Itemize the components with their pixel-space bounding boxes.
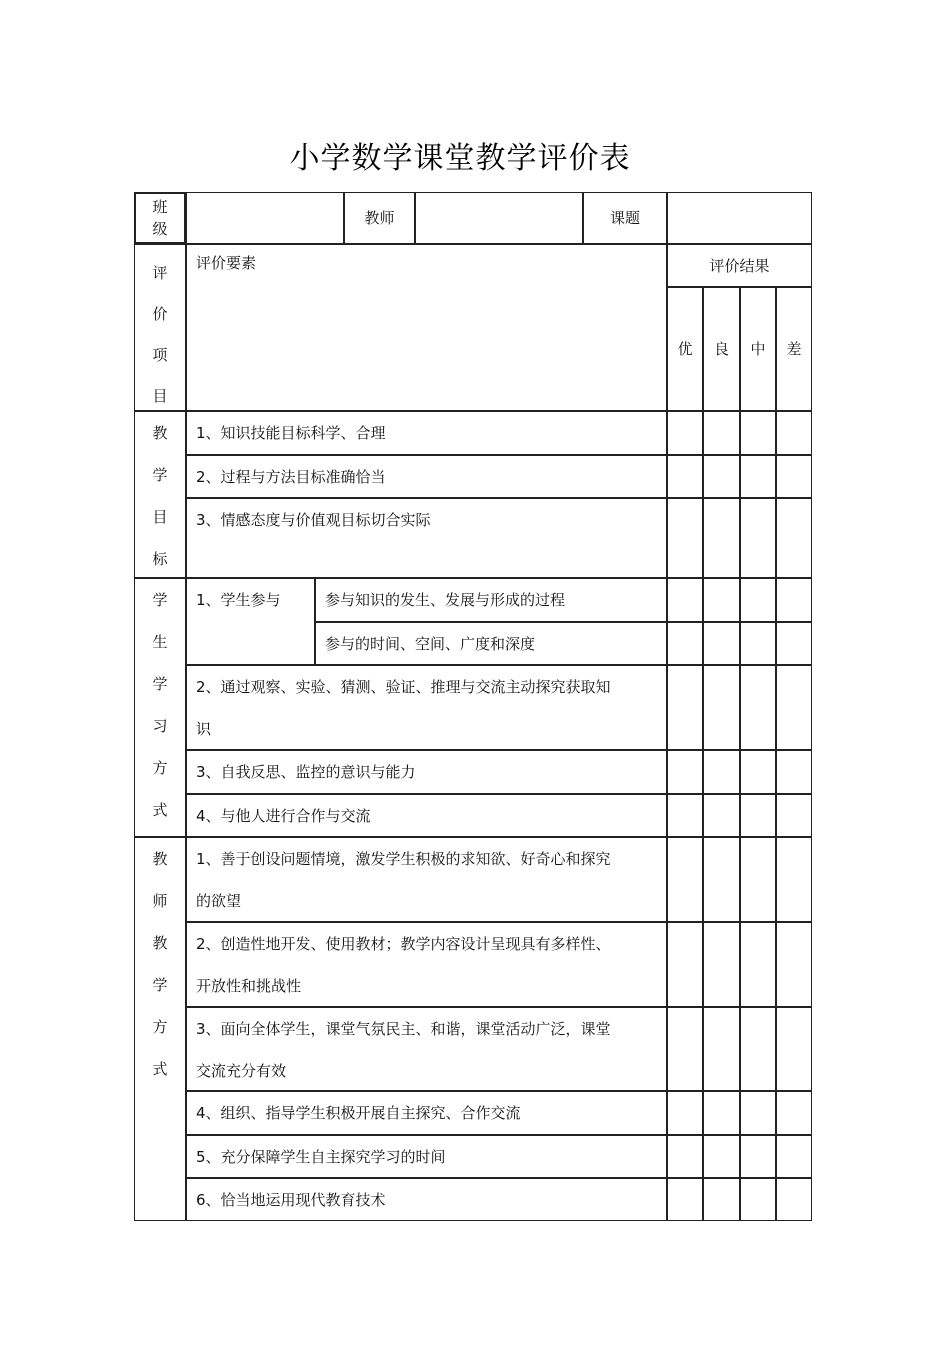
class-label-char: 级 xyxy=(152,220,168,238)
grade-header-cell xyxy=(703,287,740,411)
grade-checkbox[interactable] xyxy=(667,750,703,794)
participation-item-text: 参与的时间、空间、广度和深度 xyxy=(325,635,536,653)
grade-checkbox[interactable] xyxy=(740,578,776,622)
section-label-teaching-goals xyxy=(134,411,186,578)
eval-item-label-char: 项 xyxy=(152,346,168,364)
grade-checkbox[interactable] xyxy=(667,622,703,665)
eval-factor-label: 评价要素 xyxy=(196,254,257,272)
grade-checkbox[interactable] xyxy=(776,922,812,1007)
teaching-goals-label-char: 目 xyxy=(152,508,168,526)
teacher-item-line: 3、面向全体学生，课堂气氛民主、和谐，课堂活动广泛，课堂 xyxy=(196,1020,611,1038)
teacher-label: 教师 xyxy=(364,209,395,227)
student-learning-label-char: 方 xyxy=(152,759,168,777)
grade-header-cell xyxy=(776,287,812,411)
eval-item-label-cell xyxy=(134,244,186,411)
teacher-item-line: 交流充分有效 xyxy=(196,1062,287,1080)
teacher-method-label-char: 学 xyxy=(152,976,168,994)
goal-item-text: 1、知识技能目标科学、合理 xyxy=(196,424,386,442)
grade-checkbox[interactable] xyxy=(703,578,740,622)
learning-item-line: 4、与他人进行合作与交流 xyxy=(196,807,371,825)
grade-checkbox[interactable] xyxy=(740,794,776,837)
grade-checkbox[interactable] xyxy=(703,837,740,922)
student-learning-label-char: 习 xyxy=(152,717,168,735)
student-learning-label-char: 生 xyxy=(152,633,168,651)
grade-checkbox[interactable] xyxy=(703,1135,740,1178)
grade-checkbox[interactable] xyxy=(740,922,776,1007)
grade-checkbox[interactable] xyxy=(667,1178,703,1221)
grade-checkbox[interactable] xyxy=(703,411,740,455)
grade-checkbox[interactable] xyxy=(703,1178,740,1221)
grade-checkbox[interactable] xyxy=(776,1178,812,1221)
grade-checkbox[interactable] xyxy=(703,498,740,578)
grade-checkbox[interactable] xyxy=(776,411,812,455)
teacher-item-line: 1、善于创设问题情境，激发学生积极的求知欲、好奇心和探究 xyxy=(196,850,611,868)
student-learning-label-char: 学 xyxy=(152,591,168,609)
grade-checkbox[interactable] xyxy=(667,1091,703,1135)
grade-checkbox[interactable] xyxy=(667,498,703,578)
teacher-value-field[interactable] xyxy=(415,192,583,244)
grade-checkbox[interactable] xyxy=(667,411,703,455)
teacher-item xyxy=(186,1007,667,1091)
topic-label: 课题 xyxy=(609,209,640,227)
grade-checkbox[interactable] xyxy=(703,794,740,837)
grade-checkbox[interactable] xyxy=(667,665,703,750)
grade-checkbox[interactable] xyxy=(703,455,740,498)
eval-item-label-char: 评 xyxy=(152,264,168,282)
grade-checkbox[interactable] xyxy=(776,1135,812,1178)
eval-item-label-char: 价 xyxy=(152,305,168,323)
teacher-method-label-char: 师 xyxy=(152,892,168,910)
grade-checkbox[interactable] xyxy=(740,498,776,578)
teacher-method-label-char: 教 xyxy=(152,934,168,952)
grade-checkbox[interactable] xyxy=(776,498,812,578)
eval-factor-label-cell xyxy=(186,244,667,411)
grade-checkbox[interactable] xyxy=(776,1091,812,1135)
page-title: 小学数学课堂教学评价表 xyxy=(289,141,631,176)
teacher-item-line: 2、创造性地开发、使用教材；教学内容设计呈现具有多样性、 xyxy=(196,935,611,953)
teacher-method-label-char: 教 xyxy=(152,850,168,868)
class-label-char: 班 xyxy=(152,198,168,216)
teacher-item xyxy=(186,837,667,922)
grade-checkbox[interactable] xyxy=(667,837,703,922)
topic-value-field[interactable] xyxy=(667,192,812,244)
grade-checkbox[interactable] xyxy=(740,665,776,750)
section-label-teacher-method xyxy=(134,837,186,1221)
teaching-goals-label-char: 标 xyxy=(152,550,168,568)
grade-checkbox[interactable] xyxy=(740,455,776,498)
grade-checkbox[interactable] xyxy=(740,1178,776,1221)
teacher-method-label-char: 式 xyxy=(152,1060,168,1078)
grade-checkbox[interactable] xyxy=(667,1007,703,1091)
eval-result-label: 评价结果 xyxy=(709,256,770,275)
teacher-method-label-char: 方 xyxy=(152,1018,168,1036)
grade-checkbox[interactable] xyxy=(740,1091,776,1135)
eval-result-label-cell xyxy=(667,244,812,287)
teacher-item-line: 6、恰当地运用现代教育技术 xyxy=(196,1191,386,1209)
goal-item xyxy=(186,455,667,498)
grade-checkbox[interactable] xyxy=(703,622,740,665)
student-learning-label-char: 式 xyxy=(152,801,168,819)
goal-item xyxy=(186,498,667,578)
learning-item xyxy=(186,794,667,837)
eval-item-label-char: 目 xyxy=(152,387,168,405)
grade-checkbox[interactable] xyxy=(776,665,812,750)
grade-header: 良 xyxy=(713,340,729,358)
grade-checkbox[interactable] xyxy=(740,1007,776,1091)
learning-item xyxy=(186,750,667,794)
participation-label-cell xyxy=(186,578,315,665)
grade-checkbox[interactable] xyxy=(740,837,776,922)
teacher-item xyxy=(186,1135,667,1178)
grade-checkbox[interactable] xyxy=(776,837,812,922)
topic-label-cell xyxy=(583,192,667,244)
grade-checkbox[interactable] xyxy=(776,1007,812,1091)
grade-header-cell xyxy=(740,287,776,411)
grade-checkbox[interactable] xyxy=(740,411,776,455)
learning-item-line: 3、自我反思、监控的意识与能力 xyxy=(196,763,416,781)
goal-item-text: 3、情感态度与价值观目标切合实际 xyxy=(196,511,431,529)
grade-checkbox[interactable] xyxy=(703,1091,740,1135)
teacher-item xyxy=(186,1178,667,1221)
grade-checkbox[interactable] xyxy=(703,922,740,1007)
learning-item-line: 识 xyxy=(196,720,212,738)
section-label-student-learning xyxy=(134,578,186,837)
grade-checkbox[interactable] xyxy=(667,922,703,1007)
class-label-cell xyxy=(134,192,186,244)
class-value-field[interactable] xyxy=(186,192,344,244)
grade-checkbox[interactable] xyxy=(776,622,812,665)
goal-item-text: 2、过程与方法目标准确恰当 xyxy=(196,468,386,486)
teacher-item-line: 的欲望 xyxy=(196,892,242,910)
goal-item xyxy=(186,411,667,455)
grade-checkbox[interactable] xyxy=(776,794,812,837)
participation-label: 1、学生参与 xyxy=(196,591,281,609)
grade-checkbox[interactable] xyxy=(667,794,703,837)
learning-item xyxy=(186,665,667,750)
grade-checkbox[interactable] xyxy=(740,750,776,794)
teacher-item-line: 开放性和挑战性 xyxy=(196,977,302,995)
grade-header: 中 xyxy=(750,340,766,358)
grade-checkbox[interactable] xyxy=(776,455,812,498)
grade-checkbox[interactable] xyxy=(667,455,703,498)
teacher-item-line: 4、组织、指导学生积极开展自主探究、合作交流 xyxy=(196,1104,521,1122)
grade-header: 优 xyxy=(677,340,693,358)
teacher-label-cell xyxy=(344,192,415,244)
participation-item xyxy=(315,622,667,665)
grade-header-cell xyxy=(667,287,703,411)
grade-checkbox[interactable] xyxy=(776,750,812,794)
grade-checkbox[interactable] xyxy=(667,1135,703,1178)
teacher-item-line: 5、充分保障学生自主探究学习的时间 xyxy=(196,1148,446,1166)
teaching-goals-label-char: 教 xyxy=(152,424,168,442)
participation-item-text: 参与知识的发生、发展与形成的过程 xyxy=(325,591,566,609)
grade-checkbox[interactable] xyxy=(740,622,776,665)
student-learning-label-char: 学 xyxy=(152,675,168,693)
participation-item xyxy=(315,578,667,622)
teacher-item xyxy=(186,1091,667,1135)
grade-checkbox[interactable] xyxy=(703,1007,740,1091)
grade-header: 差 xyxy=(786,340,802,358)
learning-item-line: 2、通过观察、实验、猜测、验证、推理与交流主动探究获取知 xyxy=(196,678,611,696)
grade-checkbox[interactable] xyxy=(703,665,740,750)
teacher-item xyxy=(186,922,667,1007)
grade-checkbox[interactable] xyxy=(703,750,740,794)
grade-checkbox[interactable] xyxy=(740,1135,776,1178)
grade-checkbox[interactable] xyxy=(667,578,703,622)
teaching-goals-label-char: 学 xyxy=(152,466,168,484)
grade-checkbox[interactable] xyxy=(776,578,812,622)
